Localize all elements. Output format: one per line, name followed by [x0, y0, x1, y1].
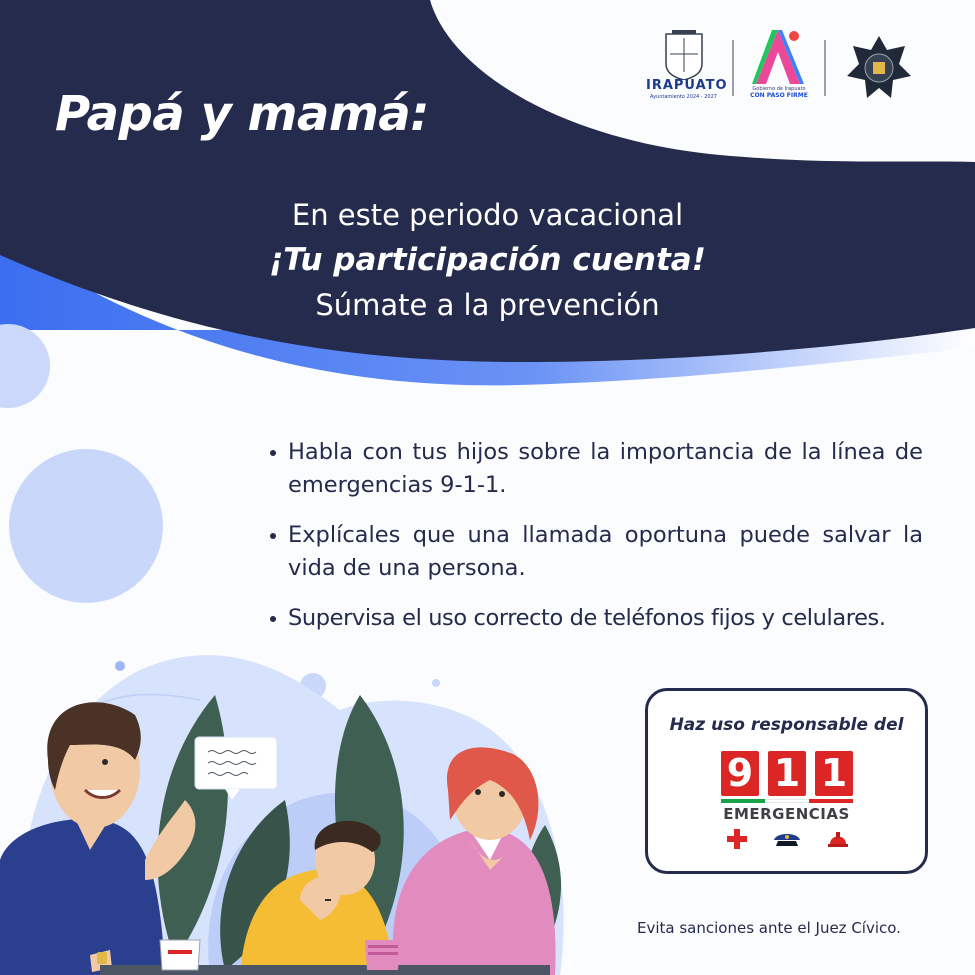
tip-text: Supervisa el uso correcto de teléfonos fijos y celulares. — [288, 605, 886, 631]
red-cross-icon — [726, 828, 748, 850]
circle-decoration — [432, 679, 440, 687]
list-item — [268, 602, 923, 635]
tip-text: Explícales que una llamada oportuna puede salvar la vida de una persona. — [288, 522, 923, 581]
circle-decoration — [9, 449, 163, 603]
irapuato-coat-of-arms-icon — [662, 24, 706, 80]
tips-list — [268, 436, 923, 652]
digit-9: 9 — [721, 751, 759, 796]
emergency-card-title: Haz uso responsable del — [669, 715, 904, 735]
digit-1: 1 — [815, 751, 853, 796]
police-cap-icon — [772, 830, 802, 850]
flag-stripe-green — [721, 799, 765, 803]
logos-bar — [640, 18, 940, 110]
list-item — [268, 519, 923, 585]
irapuato-logo-subtitle: Ayuntamiento 2024 - 2027 — [650, 94, 717, 100]
fire-helmet-icon — [826, 826, 850, 850]
emergencias-label: EMERGENCIAS — [723, 805, 850, 823]
irapuato-logo-text: IRAPUATO — [646, 78, 728, 93]
subheadline-line-3: Súmate a la prevención — [315, 288, 660, 322]
police-badge-icon — [845, 34, 913, 100]
flag-stripe-red — [809, 799, 853, 803]
headline: Papá y mamá: — [55, 86, 429, 142]
logo-divider — [732, 40, 734, 96]
emergency-card — [645, 688, 928, 874]
bullet-icon — [270, 616, 276, 622]
subheadline-line-2: ¡Tu participación cuenta! — [269, 242, 706, 278]
mug-right — [365, 940, 400, 970]
gobierno-logo-text: Gobierno de Irapuato — [752, 86, 806, 92]
logo-divider — [824, 40, 826, 96]
bullet-icon — [270, 450, 276, 456]
circle-decoration — [0, 324, 50, 408]
footer-note: Evita sanciones ante el Juez Cívico. — [637, 919, 901, 937]
gobierno-logo-slogan: CON PASO FIRME — [750, 92, 808, 99]
bullet-icon — [270, 533, 276, 539]
circle-decoration — [115, 661, 125, 671]
digit-1: 1 — [768, 751, 806, 796]
list-item — [268, 436, 923, 502]
subheadline-line-1: En este periodo vacacional — [291, 198, 684, 232]
mug-left — [160, 940, 200, 970]
subheadline — [185, 193, 790, 328]
flag-stripe-white — [765, 799, 809, 803]
gobierno-a-logo-icon — [748, 26, 808, 86]
tip-text: Habla con tus hijos sobre la importancia de la línea de emergencias 9-1-1. — [288, 439, 923, 498]
